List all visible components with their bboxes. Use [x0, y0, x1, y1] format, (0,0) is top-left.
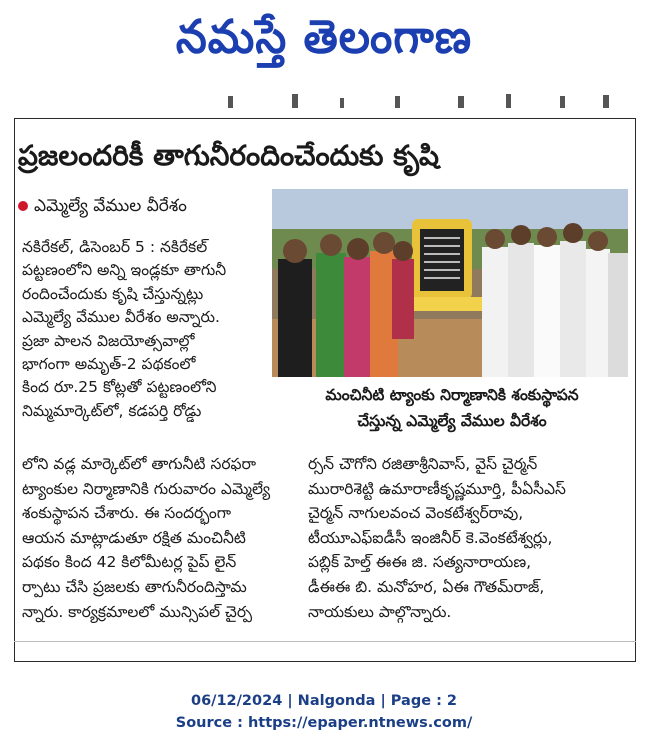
body-line: నకిరేకల్, డిసెంబర్ 5 : నకిరేకల్ [22, 238, 208, 256]
body-line: ప్రజా పాలన విజయోత్సవాల్లో [22, 331, 195, 350]
cut-text-marks [0, 88, 648, 114]
body-line: పబ్లిక్ హెల్త్ ఈఈ జి. సత్యనారాయణ, [308, 553, 532, 572]
article-body-bottom-left [22, 452, 292, 624]
body-line: పథకం కింద 42 కిలోమీటర్ల పైప్ లైన్ [22, 553, 237, 572]
caption-line: చేస్తున్న ఎమ్మెల్యే వేముల వీరేశం [357, 412, 547, 430]
caption-line: మంచినీటి ట్యాంకు నిర్మాణానికి శంకుస్థాపన [325, 386, 579, 404]
article-byline [18, 194, 187, 218]
article-headline: ప్రజలందరికీ తాగునీరందించేందుకు కృషి [18, 139, 439, 172]
body-line: ర్పాటు చేసి ప్రజలకు తాగునీరందిస్తామ [22, 577, 247, 596]
newspaper-title: నమస్తే తెలంగాణ [175, 10, 473, 65]
article-body-right [308, 452, 626, 624]
bullet-icon [18, 201, 28, 211]
page-footer [0, 690, 648, 734]
article-body-left [22, 236, 284, 423]
body-line: మురారిశెట్టి ఉమారాణీకృష్ణమూర్తి, పీఏసీఎస్ [308, 479, 566, 498]
photo-illustration [272, 189, 628, 377]
footer-source-link[interactable]: Source : https://epaper.ntnews.com/ [175, 715, 473, 731]
cut-text-strip [0, 88, 648, 114]
masthead [0, 0, 648, 82]
body-line: చైర్మన్ నాగులవంచ వెంకటేశ్వర్‌రావు, [308, 504, 524, 523]
body-line: పట్టణంలోని అన్ని ఇండ్లకూ తాగునీ [22, 261, 227, 280]
body-line: లోని వడ్ల మార్కెట్‌లో తాగునీటి సరఫరా [22, 455, 257, 473]
divider [14, 641, 636, 642]
body-line: డీఈఈ బి. మనోహర, ఏఈ గౌతమ్‌రాజ్, [308, 577, 545, 596]
footer-date-edition: 06/12/2024 | Nalgonda | Page : 2 [190, 693, 458, 709]
body-line: నాయకులు పాల్గొన్నారు. [308, 602, 452, 621]
body-line: భాగంగా అమృత్-2 పథకంలో [22, 355, 196, 374]
news-photo [272, 189, 628, 377]
body-line: టీయూఎఫ్‌ఐడీసీ ఇంజినీర్ కె.వెంకటేశ్వర్లు, [308, 528, 553, 547]
photo-caption [282, 382, 622, 434]
body-line: శంకుస్థాపన చేశారు. ఈ సందర్భంగా [22, 504, 232, 523]
body-line: ట్యాంకుల నిర్మాణానికి గురువారం ఎమ్మెల్యే [22, 479, 271, 498]
body-line: రందించేందుకు కృషి చేస్తున్నట్లు [22, 284, 204, 303]
body-line: ఎమ్మెల్యే వేముల వీరేశం అన్నారు. [22, 308, 220, 327]
body-line: కింద రూ.25 కోట్లతో పట్టణంలోని [22, 378, 217, 397]
body-line: నిమ్మమార్కెట్‌లో, కడపర్తి రోడ్డు [22, 401, 202, 420]
byline-text: ఎమ్మెల్యే వేముల వీరేశం [34, 196, 187, 216]
body-line: న్నారు. కార్యక్రమాలలో మున్సిపల్ చైర్ప [22, 602, 252, 621]
body-line: ర్సన్ చౌగోని రజితాశ్రీనివాస్, వైస్ చైర్మన్ [308, 455, 538, 473]
body-line: ఆయన మాట్లాడుతూ రక్షిత మంచినీటి [22, 528, 246, 547]
